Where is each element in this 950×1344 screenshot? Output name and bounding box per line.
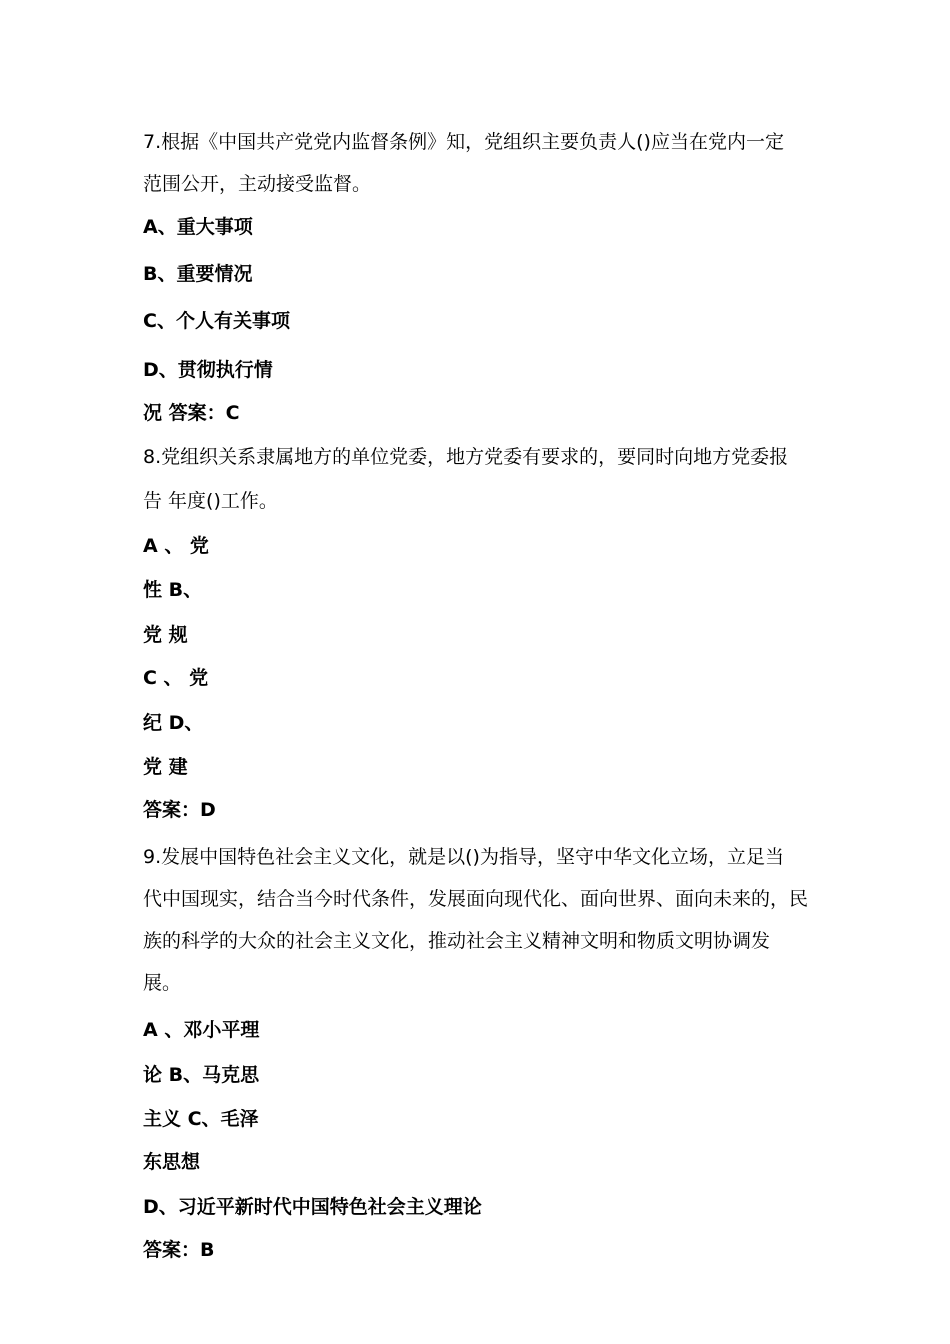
question-9-text-line-4: 展。	[143, 972, 182, 994]
question-7-text-line-1: 7.根据《中国共产党党内监督条例》知，党组织主要负责人()应当在党内一定	[143, 131, 784, 153]
question-8-option-d-text: 党 建	[143, 756, 188, 778]
question-9-answer: 答案：B	[143, 1239, 215, 1261]
question-7-option-c: C、个人有关事项	[143, 310, 290, 332]
question-9-option-d: D、习近平新时代中国特色社会主义理论	[143, 1196, 482, 1218]
question-9-option-c: 主义 C、毛泽	[143, 1108, 259, 1130]
question-7-option-b: B、重要情况	[143, 263, 253, 285]
question-9-text-line-2: 代中国现实，结合当今时代条件，发展面向现代化、面向世界、面向未来的，民	[143, 888, 809, 910]
question-8-option-a: A 、 党	[143, 535, 209, 557]
question-9-option-b: 论 B、马克思	[143, 1064, 260, 1086]
question-9-text-line-3: 族的科学的大众的社会主义文化，推动社会主义精神文明和物质文明协调发	[143, 930, 771, 952]
question-8-option-b: 性 B、	[143, 579, 203, 601]
question-8-option-c: C 、 党	[143, 667, 209, 689]
question-9-option-a: A 、邓小平理	[143, 1019, 260, 1041]
question-7-option-d: D、贯彻执行情	[143, 359, 273, 381]
question-8-option-b-text: 党 规	[143, 624, 188, 646]
question-9-text-line-1: 9.发展中国特色社会主义文化，就是以()为指导，坚守中华文化立场，立足当	[143, 846, 784, 868]
question-9-option-c-text: 东思想	[143, 1151, 201, 1173]
question-8-option-d: 纪 D、	[143, 712, 204, 734]
question-8-answer: 答案：D	[143, 799, 216, 821]
question-8-text-line-2: 告 年度()工作。	[143, 490, 278, 512]
question-7-text-line-2: 范围公开，主动接受监督。	[143, 173, 372, 195]
question-8-text-line-1: 8.党组织关系隶属地方的单位党委，地方党委有要求的，要同时向地方党委报	[143, 446, 789, 468]
question-7-option-a: A、重大事项	[143, 216, 253, 238]
question-7-answer: 况 答案：C	[143, 402, 240, 424]
